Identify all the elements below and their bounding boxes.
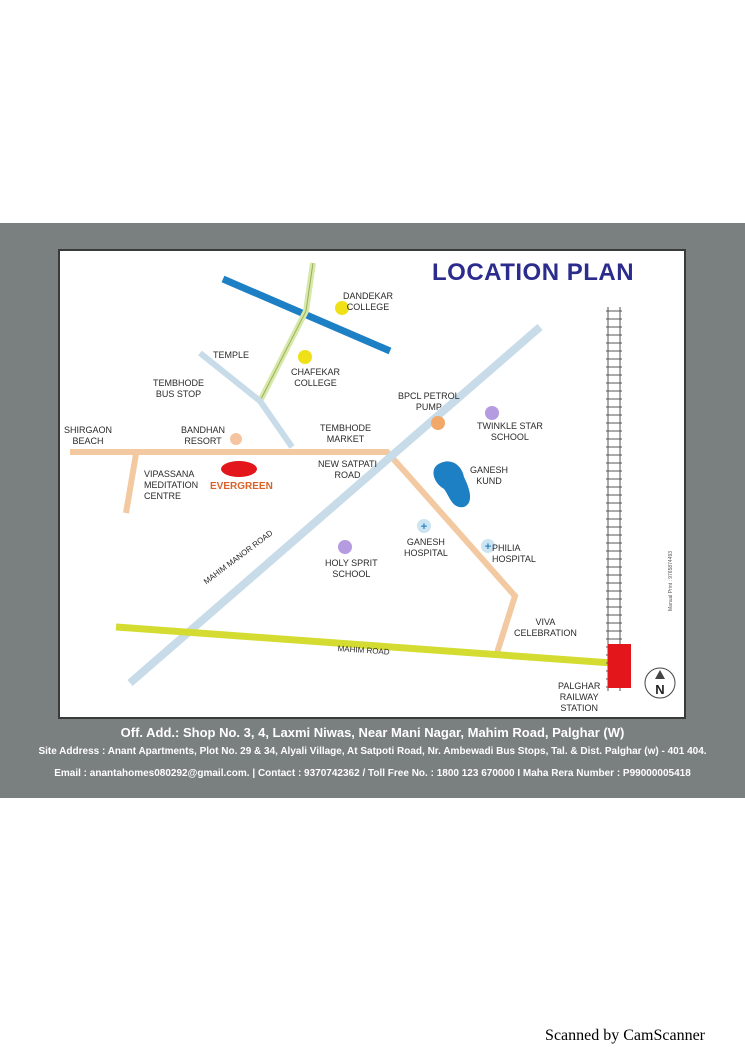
twinkle-school-dot [485,406,499,420]
svg-text:+: + [484,541,492,553]
label-palghar-station: PALGHAR RAILWAY STATION [558,681,601,713]
label-twinkle-school: TWINKLE STAR SCHOOL [477,421,543,442]
bandhan-resort-dot [230,433,242,445]
label-philia-hospital: PHILIA HOSPITAL [492,543,536,564]
label-ganesh-hospital: GANESH HOSPITAL [404,537,448,558]
compass-icon [645,668,675,698]
evergreen-marker [221,461,257,477]
holy-sprit-school-dot [338,540,352,554]
label-ganesh-kund: GANESH KUND [470,465,509,486]
contact-line: Email : anantahomes080292@gmail.com. | Contact : 9370742362 / Toll Free No. : 1800 123 670000 I Maha Rera Number : P99000005418 [54,768,691,779]
svg-text:+: + [420,521,428,533]
site-address: Site Address : Anant Apartments, Plot No. 29 & 34, Alyali Village, At Satpoti Road, Nr. Ambewadi Bus Stops, Tal. & Dist. Palghar (w) - 401 404. [38,746,707,757]
camscanner-watermark: Scanned by CamScanner [545,1027,705,1044]
label-temple: TEMPLE [213,350,250,360]
printer-credit: Manual Print : 9765874493 [668,550,674,611]
label-mahim-road: MAHIM ROAD [337,644,390,657]
project-label: EVERGREEN [210,481,273,492]
label-shirgaon-beach: SHIRGAON BEACH [64,425,113,446]
bpcl-pump-dot [431,416,445,430]
ganesh-kund-lake [433,461,470,507]
map-title: LOCATION PLAN [432,259,635,286]
label-viva-celebration: VIVA CELEBRATION [514,617,577,638]
location-map [58,249,686,719]
label-tembhode-market: TEMBHODE MARKET [320,423,372,444]
label-tembhode-bus-stop: TEMBHODE BUS STOP [153,378,205,399]
label-mahim-manor-road: MAHIM MANOR ROAD [202,528,275,587]
label-bpcl-pump: BPCL PETROL PUMP [398,391,460,412]
railway-station-marker [608,644,631,688]
chafekar-college-dot [298,350,312,364]
label-vipassana-centre: VIPASSANA MEDITATION CENTRE [144,469,199,501]
label-new-satpati-road: NEW SATPATI ROAD [318,459,378,480]
label-chafekar-college: CHAFEKAR COLLEGE [291,367,341,388]
svg-text:N: N [655,682,665,697]
label-dandekar-college: DANDEKAR COLLEGE [343,291,394,312]
railway-track [606,307,622,691]
label-holy-sprit-school: HOLY SPRIT SCHOOL [325,558,378,579]
office-address: Off. Add.: Shop No. 3, 4, Laxmi Niwas, Near Mani Nagar, Mahim Road, Palghar (W) [120,725,625,740]
vipassana-road [126,454,136,513]
label-bandhan-resort: BANDHAN RESORT [181,425,226,446]
